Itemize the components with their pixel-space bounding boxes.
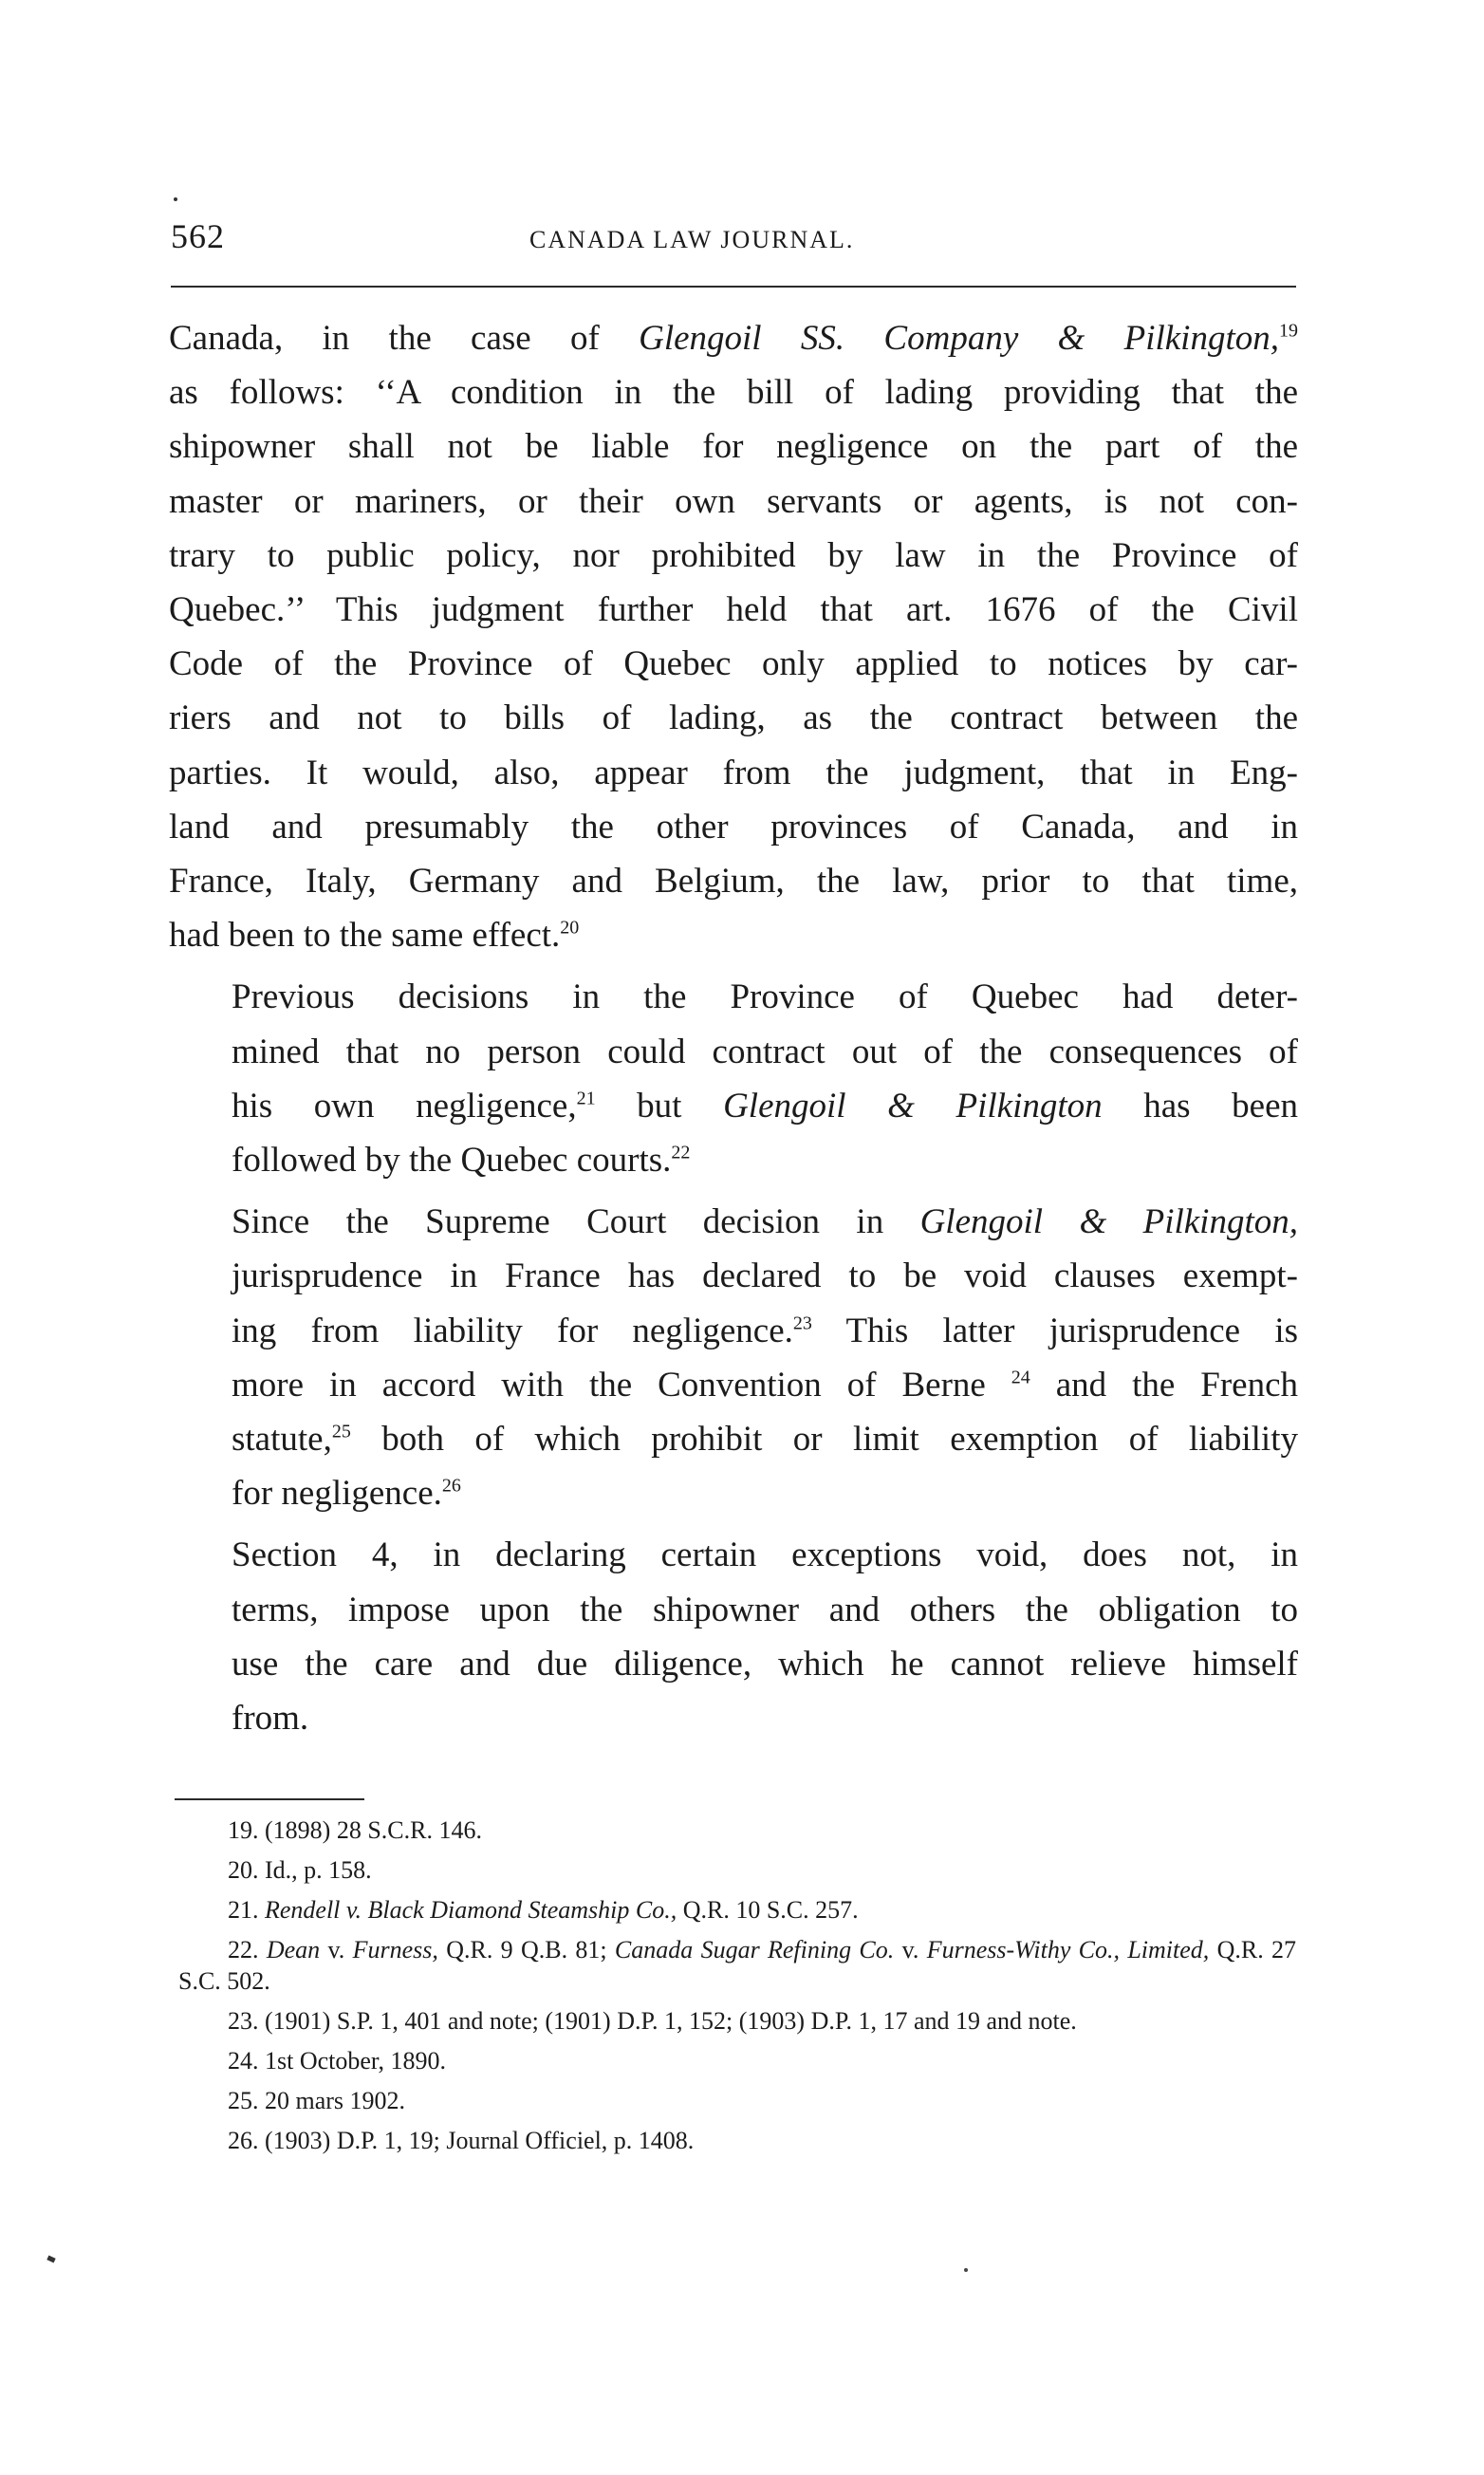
- page-number: 562: [171, 217, 225, 255]
- page-header: [171, 216, 1296, 273]
- footnote-24: 24. 1st October, 1890.: [228, 2047, 447, 2075]
- text-line: parties. It would, also, appear from the judgment, that in Eng-: [169, 753, 1298, 792]
- speck-mark: [174, 197, 177, 201]
- header-rule: [171, 286, 1296, 288]
- text-line: mined that no person could contract out of the consequences of: [232, 1032, 1298, 1071]
- text-line: had been to the same effect.$^{20}$: [169, 916, 580, 956]
- text-line: Previous decisions in the Province of Quebec had deter-: [232, 977, 1298, 1017]
- footnote-22: 22. Dean v. Furness, Q.R. 9 Q.B. 81; Canada Sugar Refining Co. v. Furness-Withy Co., Limited, Q.R. 27 S.C. 502.: [178, 1936, 1297, 1995]
- footnote-23: 23. (1901) S.P. 1, 401 and note; (1901) D.P. 1, 152; (1903) D.P. 1, 17 and 19 and note.: [228, 2007, 1077, 2035]
- text-line: as follows: ‘‘A condition in the bill of lading providing that the: [169, 373, 1298, 413]
- text-line: Since the Supreme Court decision in Glengoil & Pilkington,: [232, 1202, 1298, 1242]
- paragraph-3: [169, 1195, 1298, 1520]
- text-line: terms, impose upon the shipowner and others the obligation to: [232, 1590, 1298, 1629]
- text-line: more in accord with the Convention of Berne $^{24}$ and the French: [232, 1365, 1298, 1405]
- text-line: use the care and due diligence, which he cannot relieve himself: [232, 1644, 1298, 1684]
- running-head: CANADA LAW JOURNAL.: [529, 226, 855, 253]
- footnote-25: 25. 20 mars 1902.: [228, 2087, 406, 2114]
- text-line: jurisprudence in France has declared to be void clauses exempt-: [232, 1256, 1298, 1296]
- paragraph-4: [169, 1528, 1298, 1745]
- body-text: [169, 311, 1298, 1745]
- text-line: statute,$^{25}$ both of which prohibit or limit exemption of liability: [232, 1420, 1298, 1460]
- text-line: Code of the Province of Quebec only applied to notices by car-: [169, 644, 1298, 684]
- text-line: from.: [232, 1699, 309, 1739]
- footnote-21: 21. Rendell v. Black Diamond Steamship Co., Q.R. 10 S.C. 257.: [228, 1896, 859, 1924]
- text-line: Quebec.’’ This judgment further held that art. 1676 of the Civil: [169, 590, 1298, 630]
- text-line: France, Italy, Germany and Belgium, the law, prior to that time,: [169, 862, 1298, 902]
- speck-mark: [46, 2256, 55, 2263]
- footnote-26: 26. (1903) D.P. 1, 19; Journal Officiel, p. 1408.: [228, 2127, 695, 2154]
- text-line: Canada, in the case of Glengoil SS. Company & Pilkington,$^{19}$: [169, 319, 1298, 358]
- speck-mark: [964, 2268, 968, 2272]
- footnote-20: 20. Id., p. 158.: [228, 1856, 372, 1884]
- text-line: riers and not to bills of lading, as the contract between the: [169, 698, 1298, 738]
- text-line: his own negligence,$^{21}$ but Glengoil & Pilkington has been: [232, 1086, 1299, 1126]
- text-line: Section 4, in declaring certain exceptions void, does not, in: [232, 1535, 1298, 1575]
- footnote-19: 19. (1898) 28 S.C.R. 146.: [228, 1816, 482, 1844]
- text-line: for negligence.$^{26}$: [232, 1474, 461, 1514]
- paragraph-1: [169, 311, 1298, 962]
- text-line: master or mariners, or their own servants or agents, is not con-: [169, 481, 1298, 521]
- footnotes: [178, 1814, 1296, 2165]
- text-line: land and presumably the other provinces of Canada, and in: [169, 807, 1298, 847]
- text-line: followed by the Quebec courts.$^{22}$: [232, 1141, 691, 1181]
- footnote-rule: [175, 1798, 364, 1800]
- text-line: ing from liability for negligence.$^{23}$ This latter jurisprudence is: [232, 1311, 1298, 1350]
- text-line: shipowner shall not be liable for negligence on the part of the: [169, 427, 1298, 467]
- text-line: trary to public policy, nor prohibited by law in the Province of: [169, 535, 1298, 575]
- paragraph-2: [169, 970, 1298, 1187]
